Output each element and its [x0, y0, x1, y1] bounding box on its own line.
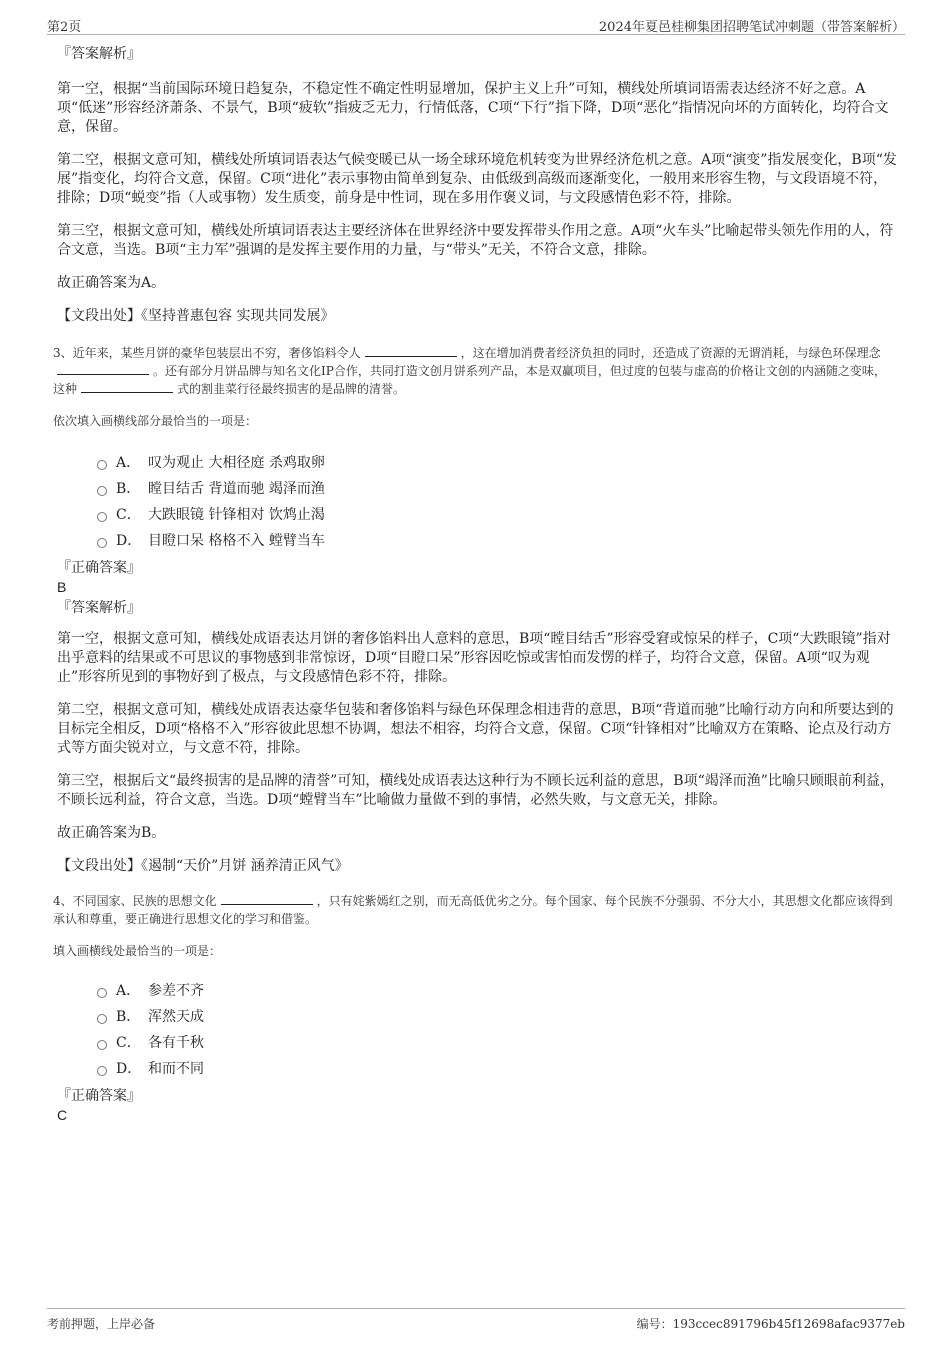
- q3-analysis-paragraph-2: 第二空，根据文意可知，横线处成语表达豪华包装和奢侈馅料与绿色环保理念相违背的意思，B项“背道而驰”比喻行动方向和所要达到的目标完全相反，D项“格格不入”形容彼此思想不协调，想法不相容，均符合文意，保留。C项“针锋相对”比喻双方在策略、论点及行动方式等方面尖锐对立，与文意不符，排除。: [57, 702, 894, 756]
- q2-conclusion: 故正确答案为A。: [57, 275, 166, 291]
- q3-analysis-paragraph-3: 第三空，根据后文“最终损害的是品牌的清誉”可知，横线处成语表达这种行为不顾长远利益的意思，B项“竭泽而渔”比喻只顾眼前利益，不顾长远利益，符合文意，当选。D项“螳臂当车”比喻做力量做不到的事情，必然失败，与文意无关，排除。: [57, 773, 894, 808]
- q3-answer: B: [57, 579, 67, 595]
- q2-analysis-paragraph-1: 第一空，根据“当前国际环境日趋复杂，不稳定性不确定性明显增加，保护主义上升”可知，横线处所填词语需表达经济不好之意。A项“低迷”形容经济萧条、不景气，B项“疲软”指疲乏无力，行情低落，C项“下行”指下降，D项“恶化”指情况向坏的方面转化，均符合文意，保留。: [57, 81, 889, 135]
- q3-option-c[interactable]: C． 大跌眼镜 针锋相对 饮鸩止渴: [97, 502, 897, 528]
- q4-options: [97, 978, 897, 1082]
- q3-prompt: 依次填入画横线部分最恰当的一项是：: [53, 414, 258, 428]
- q3-analysis-label: 『答案解析』: [57, 600, 141, 616]
- q3-blank-2: [57, 362, 149, 375]
- q3-blank-3: [81, 380, 173, 393]
- radio-icon[interactable]: [97, 1040, 107, 1050]
- page-content: [53, 44, 897, 1124]
- q4-prompt: 填入画横线处最恰当的一项是：: [53, 944, 222, 958]
- page-header: [47, 14, 905, 35]
- q3-conclusion: 故正确答案为B。: [57, 825, 166, 841]
- q3-question-text: 3、近年来，某些月饼的豪华包装层出不穷，奢侈馅料令人 ，这在增加消费者经济负担的同时，还造成了资源的无谓消耗，与绿色环保理念。还有部分月饼品牌与知名文化IP合作，共同打造文创月饼系列产品，本是双赢项目，但过度的包装与虚高的价格让文创的内涵随之变味，这种 式的割韭菜行径最终损害的是品牌的清誉。: [53, 346, 886, 396]
- q4-blank-1: [221, 892, 313, 905]
- q4-answer: C: [57, 1107, 68, 1123]
- q2-analysis-paragraph-2: 第二空，根据文意可知，横线处所填词语表达气候变暖已从一场全球环境危机转变为世界经济危机之意。A项“演变”指发展变化，B项“发展”指变化，均符合文意，保留。C项“进化”表示事物由简单到复杂、由低级到高级而逐渐变化，一般用来形容生物，与文段语境不符，排除；D项“蜕变”指（人或事物）发生质变，前身是中性词，现在多用作褒义词，与文段感情色彩不符，排除。: [57, 152, 897, 206]
- q2-source: 【文段出处】《坚持普惠包容 实现共同发展》: [57, 308, 335, 324]
- page-number: 第2页: [47, 20, 82, 35]
- q3-option-a[interactable]: A． 叹为观止 大相径庭 杀鸡取卵: [97, 450, 897, 476]
- q4-option-c[interactable]: C． 各有千秋: [97, 1030, 897, 1056]
- q4-option-d[interactable]: D． 和而不同: [97, 1056, 897, 1082]
- q4-question-text: 4、不同国家、民族的思想文化 ，只有姹紫嫣红之别，而无高低优劣之分。每个国家、每个民族不分强弱、不分大小，其思想文化都应该得到承认和尊重，要正确进行思想文化的学习和借鉴。: [53, 894, 893, 926]
- footer-serial: 编号：193ccec891796b45f12698afac9377eb: [636, 1317, 905, 1331]
- radio-icon[interactable]: [97, 538, 107, 548]
- page-footer: [47, 1308, 905, 1329]
- q2-analysis-label: 『答案解析』: [57, 46, 141, 62]
- radio-icon[interactable]: [97, 1014, 107, 1024]
- radio-icon[interactable]: [97, 460, 107, 470]
- document-title: 2024年夏邑桂柳集团招聘笔试冲刺题（带答案解析）: [598, 20, 905, 35]
- q4-answer-label: 『正确答案』: [57, 1088, 141, 1104]
- q3-option-d[interactable]: D． 目瞪口呆 格格不入 螳臂当车: [97, 528, 897, 554]
- q3-options: [97, 450, 897, 554]
- q3-option-b[interactable]: B． 瞠目结舌 背道而驰 竭泽而渔: [97, 476, 897, 502]
- q2-analysis-paragraph-3: 第三空，根据文意可知，横线处所填词语表达主要经济体在世界经济中要发挥带头作用之意。A项“火车头”比喻起带头领先作用的人，符合文意，当选。B项“主力军”强调的是发挥主要作用的力量，与“带头”无关，不符合文意，排除。: [57, 223, 894, 258]
- radio-icon[interactable]: [97, 486, 107, 496]
- q3-analysis-paragraph-1: 第一空，根据文意可知，横线处成语表达月饼的奢侈馅料出人意料的意思，B项“瞠目结舌”形容受窘或惊呆的样子，C项“大跌眼镜”指对出乎意料的结果或不可思议的事物感到非常惊讶，D项“目瞪口呆”形容因吃惊或害怕而发愣的样子，均符合文意，保留。A项“叹为观止”形容所见到的事物好到了极点，与文段感情色彩不符，排除。: [57, 631, 891, 685]
- q3-blank-1: [365, 344, 457, 357]
- q4-option-a[interactable]: A． 参差不齐: [97, 978, 897, 1004]
- radio-icon[interactable]: [97, 512, 107, 522]
- footer-slogan: 考前押题，上岸必备: [47, 1317, 156, 1331]
- radio-icon[interactable]: [97, 988, 107, 998]
- radio-icon[interactable]: [97, 1066, 107, 1076]
- q4-option-b[interactable]: B． 浑然天成: [97, 1004, 897, 1030]
- q3-source: 【文段出处】《遏制“天价”月饼 涵养清正风气》: [57, 858, 349, 874]
- q3-answer-label: 『正确答案』: [57, 560, 141, 576]
